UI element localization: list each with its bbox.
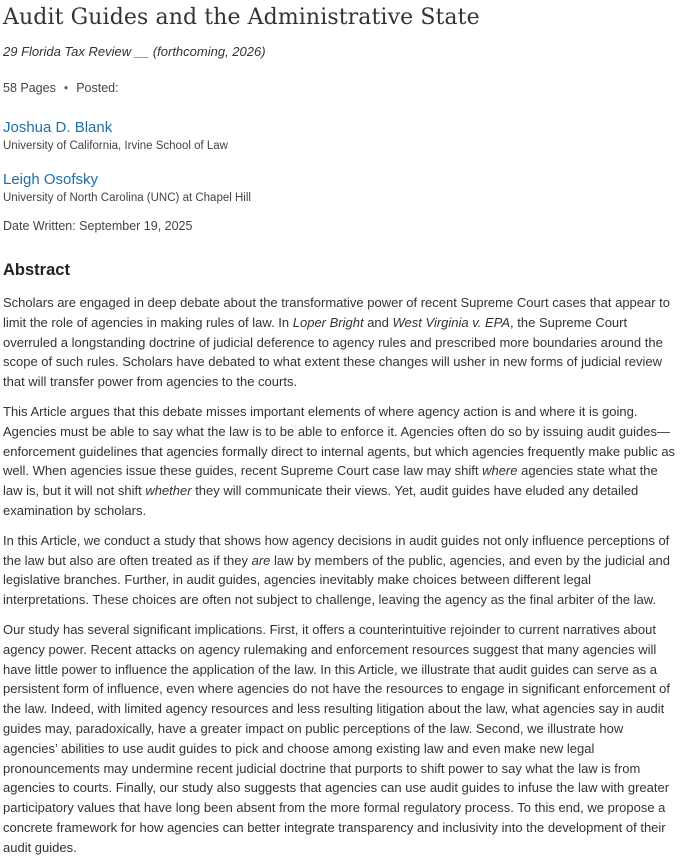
author-link[interactable]: Joshua D. Blank bbox=[3, 119, 113, 136]
abstract-text: law by members of the public, agencies, and even by the judicial and legislative branches. Further, in audit guides, agencies inevitably make choices between different legal interpretations. These choices are often not subject to challenge, leaving the agency as the final arbiter of the law. bbox=[3, 552, 671, 608]
journal-citation: 29 Florida Tax Review __ (forthcoming, 2026) bbox=[3, 44, 266, 59]
abstract-heading: Abstract bbox=[3, 261, 70, 279]
abstract-paragraph bbox=[3, 531, 679, 610]
page-title: Audit Guides and the Administrative State bbox=[3, 5, 480, 30]
abstract-paragraph: Our study has several significant implications. First, it offers a counterintuitive rejoinder to current narratives about agency power. Recent attacks on agency rulemaking and enforcement resources suggest that many agencies will have little power to influence the application of the law. In this Article, we illustrate that audit guides can serve as a persistent form of influence, even where agencies do not have the resources to engage in significant enforcement of the law. Indeed, with limited agency resources and less resulting litigation about the law, what agencies say in audit guides may, paradoxically, have a greater impact on public perceptions of the law. Second, we illustrate how agencies’ abilities to use audit guides to pick and choose among existing law and even make new legal pronouncements may undermine recent judicial doctrine that purports to shift power to say what the law is from agencies to courts. Finally, our study also suggests that agencies can use audit guides to infuse the law with greater participatory values that have long been absent from the more formal regulatory process. To this end, we propose a concrete framework for how agencies can better integrate transparency and inclusivity into the development of their audit guides. bbox=[3, 621, 671, 855]
emphasis-text: where bbox=[482, 463, 518, 479]
abstract-text: This Article argues that this debate misses important elements of where agency action is and where it is going. Agencies must be able to say what the law is to be able to enforce it. Agencies often do so by issuing audit guides—enforcement guidelines that agencies formally direct to internal agents, but which agencies frequently make public as well. When agencies issue these guides, recent Supreme Court case law may shift bbox=[3, 403, 676, 479]
author-block bbox=[3, 118, 679, 154]
abstract-body bbox=[3, 293, 679, 858]
page-count: 58 Pages bbox=[3, 81, 56, 95]
author-link[interactable]: Leigh Osofsky bbox=[3, 171, 99, 188]
emphasis-text: whether bbox=[145, 483, 192, 499]
abstract-text: In this Article, we conduct a study that shows how agency decisions in audit guides not only influence perceptions of the law but also are often treated as if they bbox=[3, 532, 670, 568]
abstract-text: , the Supreme Court overruled a longstanding doctrine of judicial deference to agency rules and prescribed more boundaries around the scope of such rules. Scholars have debated to what extent these changes will usher in new forms of judicial review that will transfer power from agencies to the courts. bbox=[3, 314, 663, 390]
posted-label: Posted: bbox=[76, 81, 119, 95]
paper-meta bbox=[3, 80, 679, 97]
case-name: West Virginia v. EPA bbox=[392, 314, 511, 330]
abstract-text: agencies state what the law is, but it will not shift bbox=[3, 463, 658, 499]
emphasis-text: are bbox=[251, 552, 271, 568]
author-block bbox=[3, 170, 679, 206]
author-affiliation: University of California, Irvine School of Law bbox=[3, 140, 228, 152]
abstract-text: they will communicate their views. Yet, audit guides have eluded any detailed examination by scholars. bbox=[3, 483, 639, 518]
date-written: Date Written: September 19, 2025 bbox=[3, 219, 193, 233]
abstract-text: Scholars are engaged in deep debate about the transformative power of recent Supreme Court cases that appear to limit the role of agencies in making rules of law. In bbox=[3, 295, 671, 330]
author-affiliation: University of North Carolina (UNC) at Chapel Hill bbox=[3, 192, 251, 204]
abstract-paragraph bbox=[3, 402, 679, 521]
case-name: Loper Bright bbox=[292, 314, 364, 330]
separator-dot: • bbox=[63, 81, 69, 95]
abstract-text: and bbox=[363, 314, 393, 330]
abstract-paragraph bbox=[3, 293, 679, 392]
